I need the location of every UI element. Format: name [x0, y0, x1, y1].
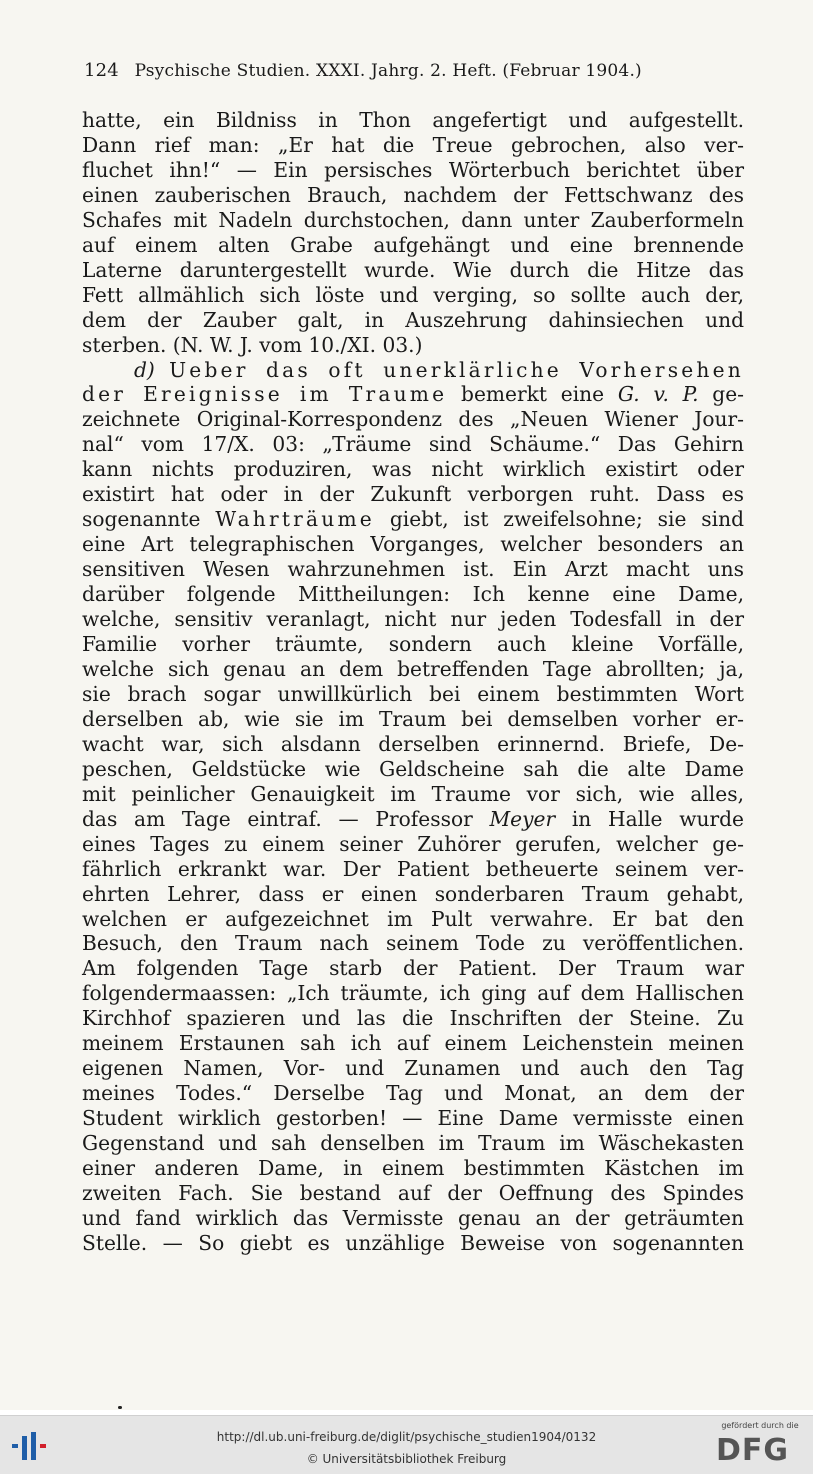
text-line: wacht war, sich alsdann derselben erinnernd. Briefe, De-: [82, 731, 744, 756]
body-text: [82, 108, 744, 1256]
section-heading: Ueber das oft unerklärliche Vorhersehen: [169, 357, 744, 382]
text-line: Schafes mit Nadeln durchstochen, dann unter Zauberformeln: [82, 207, 744, 232]
dfg-logo-icon: DFG: [716, 1433, 790, 1468]
text-line: sterben. (N. W. J. vom 10./XI. 03.): [82, 332, 423, 357]
text-line: auf einem alten Grabe aufgehängt und eine brennende: [82, 232, 744, 257]
text-line: Fett allmählich sich löste und verging, so sollte auch der,: [82, 282, 744, 307]
text-line: welchen er aufgezeichnet im Pult verwahre. Er bat den: [82, 906, 744, 931]
text-line: Gegenstand und sah denselben im Traum im Wäschekasten: [82, 1131, 744, 1156]
text-line: derselben ab, wie sie im Traum bei demselben vorher er-: [82, 706, 744, 731]
text-line: fährlich erkrankt war. Der Patient betheuerte seinem ver-: [82, 856, 744, 881]
dfg-caption: gefördert durch die: [721, 1421, 799, 1430]
text-line: dem der Zauber galt, in Auszehrung dahinsiechen und: [82, 307, 744, 332]
text-line: einen zauberischen Brauch, nachdem der Fettschwanz des: [82, 182, 744, 207]
text-line: peschen, Geldstücke wie Geldscheine sah die alte Dame: [82, 756, 744, 781]
text-line: Besuch, den Traum nach seinem Tode zu veröffentlichen.: [82, 931, 744, 956]
text-line: Familie vorher träumte, sondern auch kleine Vorfälle,: [82, 632, 744, 657]
text-line: der Ereignisse im Traume bemerkt eine G. v. P. ge-: [82, 382, 744, 407]
text-line: eigenen Namen, Vor- und Zunamen und auch den Tag: [82, 1056, 744, 1081]
text-line: das am Tage eintraf. — Professor Meyer in Halle wurde: [82, 806, 744, 831]
copyright-notice: © Universitätsbibliothek Freiburg: [306, 1452, 507, 1466]
running-header: [84, 60, 744, 81]
text-line: sie brach sogar unwillkürlich bei einem bestimmten Wort: [82, 681, 744, 706]
text-line: welche sich genau an dem betreffenden Tage abrollten; ja,: [82, 656, 744, 681]
text-line: meinem Erstaunen sah ich auf einem Leichenstein meinen: [82, 1031, 744, 1056]
ink-speck: [118, 1406, 122, 1409]
text-line: Student wirklich gestorben! — Eine Dame vermisste einen: [82, 1106, 744, 1131]
text-line: meines Todes.“ Derselbe Tag und Monat, an dem der: [82, 1081, 744, 1106]
text-line: Stelle. — So giebt es unzählige Beweise von sogenannten: [82, 1230, 744, 1255]
text-line: Dann rief man: „Er hat die Treue gebrochen, also ver-: [82, 132, 744, 157]
text-line: einer anderen Dame, in einem bestimmten Kästchen im: [82, 1156, 744, 1181]
journal-title: Psychische Studien. XXXI. Jahrg. 2. Heft. (Februar 1904.): [134, 61, 642, 81]
text-line: hatte, ein Bildniss in Thon angefertigt und aufgestellt.: [82, 108, 744, 132]
author-initials: G. v. P.: [617, 382, 699, 407]
text-line: Laterne daruntergestellt wurde. Wie durch die Hitze das: [82, 257, 744, 282]
text-line: mit peinlicher Genauigkeit im Traume vor sich, wie alles,: [82, 781, 744, 806]
section-marker: d): [134, 357, 155, 382]
spaced-term: Wahrträume: [215, 507, 375, 532]
text-line: sensitiven Wesen wahrzunehmen ist. Ein Arzt macht uns: [82, 557, 744, 582]
text-line: sogenannte Wahrträume giebt, ist zweifelsohne; sie sind: [82, 507, 745, 532]
text-line: ehrten Lehrer, dass er einen sonderbaren Traum gehabt,: [82, 881, 744, 906]
text-line: darüber folgende Mittheilungen: Ich kenne eine Dame,: [82, 582, 744, 607]
text-line: existirt hat oder in der Zukunft verborgen ruht. Dass es: [82, 482, 744, 507]
text-line: fluchet ihn!“ — Ein persisches Wörterbuch berichtet über: [82, 157, 744, 182]
text-line: Am folgenden Tage starb der Patient. Der Traum war: [82, 956, 744, 981]
text-line: zeichnete Original-Korrespondenz des „Neuen Wiener Jour-: [82, 407, 744, 432]
text-line: eine Art telegraphischen Vorganges, welcher besonders an: [82, 532, 744, 557]
text-line: zweiten Fach. Sie bestand auf der Oeffnung des Spindes: [82, 1180, 744, 1205]
section-heading-line: [82, 358, 744, 383]
text-line: nal“ vom 17/X. 03: „Träume sind Schäume.“ Das Gehirn: [82, 432, 744, 457]
text-line: Kirchhof spazieren und las die Inschriften der Steine. Zu: [82, 1006, 744, 1031]
text-line: folgendermaassen: „Ich träumte, ich ging auf dem Hallischen: [82, 981, 744, 1006]
permalink-url[interactable]: http://dl.ub.uni-freiburg.de/diglit/psychische_studien1904/0132: [216, 1430, 597, 1444]
text-line: und fand wirklich das Vermisste genau an der geträumten: [82, 1205, 744, 1230]
text-line: kann nichts produziren, was nicht wirklich existirt oder: [82, 457, 744, 482]
text-line: eines Tages zu einem seiner Zuhörer gerufen, welcher ge-: [82, 831, 744, 856]
page-number: 124: [84, 60, 119, 81]
person-name: Meyer: [489, 806, 556, 831]
text-line: welche, sensitiv veranlagt, nicht nur jeden Todesfall in der: [82, 607, 744, 632]
section-heading-cont: der Ereignisse im Traume: [82, 382, 448, 407]
viewer-footer: [0, 1415, 813, 1474]
